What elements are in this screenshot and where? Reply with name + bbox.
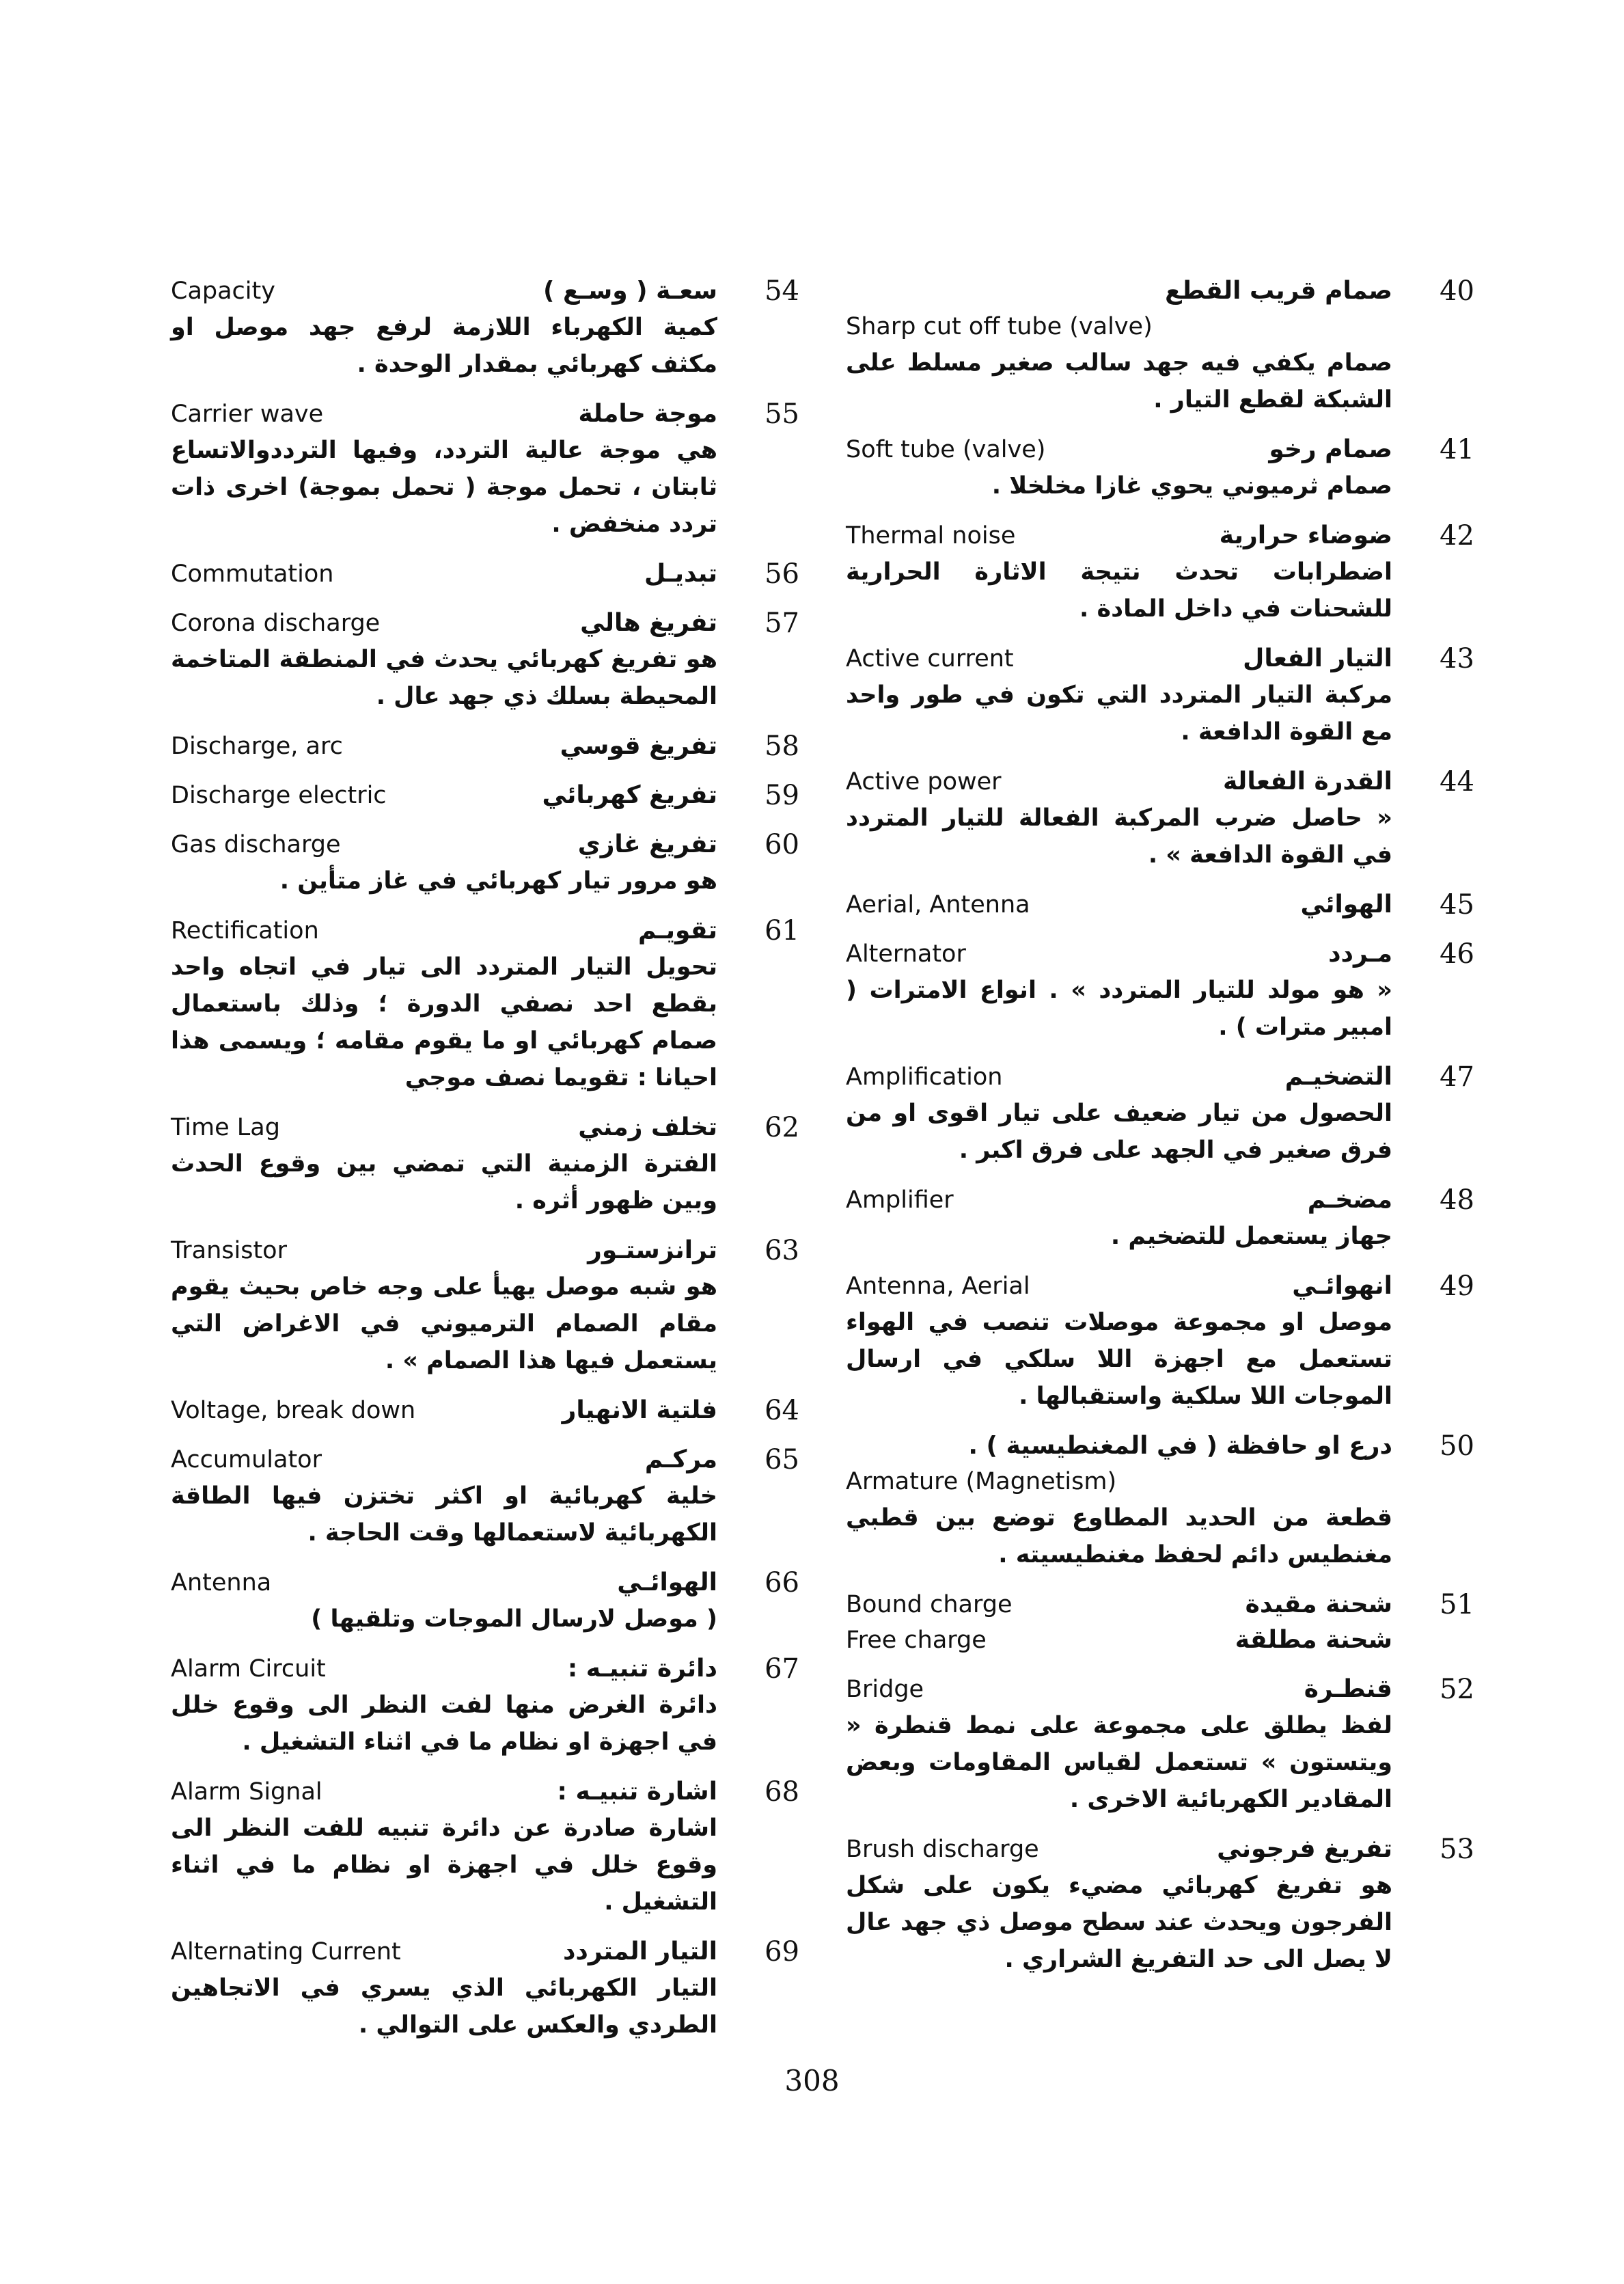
arabic-definition: الفترة الزمنية التي تمضي بين وقوع الحدث وبين ظهور أثره . [171,1150,717,1214]
entry-number: 45 [1440,889,1474,921]
dictionary-entry [846,1428,1474,1573]
english-term: Gas discharge [171,831,341,858]
entry-heading [171,729,717,764]
entry-heading [846,887,1392,923]
english-term: Soft tube (valve) [846,436,1046,463]
dictionary-entry [846,764,1474,873]
entry-number: 64 [765,1395,799,1426]
entry-number: 67 [765,1653,799,1685]
english-term: Bridge [846,1676,924,1703]
entry-number: 51 [1440,1589,1474,1620]
entry-heading [171,913,717,949]
entry-number: 63 [765,1235,799,1266]
entry-heading [171,1774,717,1810]
dictionary-entry [171,1934,799,2043]
arabic-definition: جهاز يستعمل للتضخيم . [1110,1223,1392,1250]
arabic-term: درع او حافظة ( في المغنطيسية ) . [968,1432,1392,1460]
entry-heading [171,827,717,862]
dictionary-entry [846,1059,1474,1169]
english-term: Transistor [171,1237,287,1264]
arabic-term: صمام رخو [1269,435,1392,463]
arabic-definition: ( موصل لارسال الموجات وتلقيها ) [311,1605,717,1633]
entry-heading [846,764,1392,800]
arabic-term: ضوضاء حرارية [1219,521,1392,549]
entry-number: 41 [1440,434,1474,465]
arabic-definition: مركبة التيار المتردد التي تكون في طور واحد مع القوة الدافعة . [846,681,1392,746]
entry-heading [846,518,1392,554]
arabic-term: مضخـم [1307,1186,1392,1214]
entry-number: 60 [765,829,799,860]
dictionary-entry [846,273,1474,418]
entry-number: 42 [1440,520,1474,552]
english-term: Active current [846,645,1014,672]
entry-heading [846,1672,1392,1707]
entry-number: 44 [1440,766,1474,798]
entry-heading [171,1233,717,1268]
entry-heading [846,1587,1392,1622]
arabic-definition: التيار الكهربائي الذي يسري في الاتجاهين الطردي والعكس على التوالي . [171,1974,717,2039]
arabic-definition: قطعة من الحديد المطاوع توضع بين قطبي مغنطيس دائم لحفظ مغنطيسيته . [846,1504,1392,1568]
english-term: Discharge electric [171,782,387,809]
arabic-term: تفريغ هالي [580,609,717,637]
dictionary-entry [846,1587,1474,1658]
arabic-definition: هو مرور تيار كهربائي في غاز متأين . [279,867,717,895]
entry-heading [846,1268,1392,1304]
dictionary-entry [846,1268,1474,1415]
entry-heading [171,556,717,592]
arabic-definition: موصل او مجموعة موصلات تنصب في الهواء تستعمل مع اجهزة اللا سلكي في ارسال الموجات اللا سلكية واستقبالها . [846,1309,1392,1410]
dictionary-entry [846,432,1474,504]
dictionary-entry [171,729,799,764]
arabic-term: تقويـم [637,916,717,944]
arabic-term: التيار الفعال [1243,644,1392,672]
arabic-term: ترانزستـور [588,1236,717,1264]
entry-number: 69 [765,1936,799,1968]
arabic-definition: اضطرابات تحدث نتيجة الاثارة الحرارية للشحنات في داخل المادة . [846,558,1392,623]
arabic-definition: « هو مولد للتيار المتردد » . انواع الامترات ( امبير مترات ) . [846,977,1392,1041]
arabic-term: التيار المتردد [562,1938,717,1966]
dictionary-entry [171,778,799,813]
english-term: Capacity [171,277,275,305]
entry-number: 62 [765,1112,799,1143]
arabic-term: تخلف زمني [578,1113,717,1141]
entry-heading [171,1393,717,1428]
english-term: Alternating Current [171,1938,401,1966]
arabic-definition: هو تفريغ كهربائي مضيء يكون على شكل الفرجون ويحدث عند سطح موصل ذي جهد عال لا يصل الى حد التفريغ الشراري . [846,1872,1392,1973]
entry-number: 52 [1440,1674,1474,1705]
dictionary-entry [171,827,799,899]
english-term: Rectification [171,917,319,944]
dictionary-entry [171,396,799,543]
arabic-definition: صمام يكفي فيه جهد سالب صغير مسلط على الشبكة لقطع التيار . [846,349,1392,413]
english-term: Corona discharge [171,610,381,637]
dictionary-entry [171,1233,799,1379]
arabic-term: فلتية الانهيار [562,1396,717,1424]
entry-number: 50 [1440,1430,1474,1462]
arabic-term: تفريغ كهربائي [542,781,717,809]
entry-number: 57 [765,608,799,639]
dictionary-entry [846,1832,1474,1978]
entry-number: 46 [1440,938,1474,970]
arabic-definition: هو شبه موصل يهيأ على وجه خاص بحيث يقوم مقام الصمام الترميوني في الاغراض التي يستعمل فيها هذا الصمام » . [171,1273,717,1374]
arabic-term: تفريغ غازي [577,830,717,858]
arabic-term: القدرة الفعالة [1222,767,1392,796]
arabic-term-secondary: شحنة مطلقة [1235,1626,1392,1654]
arabic-definition: « حاصل ضرب المركبة الفعالة للتيار المتردد في القوة الدافعة » . [846,804,1392,869]
english-term: Antenna, Aerial [846,1273,1030,1300]
arabic-term: سعـة ( وسـع ) [542,277,717,305]
entry-number: 55 [765,398,799,430]
arabic-term: الهوائي [1300,891,1392,919]
entry-heading [171,778,717,813]
english-term: Brush discharge [846,1836,1039,1863]
page-number: 308 [784,2064,840,2097]
entry-number: 66 [765,1567,799,1599]
entry-number: 53 [1440,1834,1474,1865]
arabic-term: تفريغ فرجوني [1217,1835,1392,1863]
arabic-definition: لفظ يطلق على مجموعة على نمط قنطرة « ويتستون » تستعمل لقياس المقاومات وبعض المقادير الكهربائية الاخرى . [846,1712,1392,1813]
dictionary-entry [171,273,799,383]
dictionary-entry [846,641,1474,750]
arabic-definition: دائرة الغرض منها لفت النظر الى وقوع خلل في اجهزة او نظام ما في اثناء التشغيل . [171,1691,717,1756]
english-term: Amplification [846,1063,1003,1091]
arabic-term: شحنة مقيدة [1245,1590,1392,1618]
arabic-term: صمام قريب القطع [1165,277,1392,305]
english-term: Carrier wave [171,400,324,428]
arabic-term: اشارة تنبيـه : [557,1778,717,1806]
arabic-definition: صمام ثرميوني يحوي غازا مخلخلا . [991,472,1392,500]
entry-heading [846,432,1392,467]
dictionary-entry [846,936,1474,1046]
entry-number: 59 [765,780,799,811]
english-term: Sharp cut off tube (valve) [846,313,1153,340]
arabic-definition: هو تفريغ كهربائي يحدث في المنطقة المتاخمة المحيطة بسلك ذي جهد عال . [171,646,717,710]
dictionary-entry [846,1182,1474,1255]
arabic-definition: اشارة صادرة عن دائرة تنبيه للفت النظر الى وقوع خلل في اجهزة او نظام ما في اثناء التشغيل . [171,1814,717,1916]
english-term: Aerial, Antenna [846,891,1030,919]
entry-number: 47 [1440,1061,1474,1093]
entry-heading [171,396,717,432]
entry-number: 49 [1440,1270,1474,1302]
dictionary-entry [846,1672,1474,1818]
dictionary-entry [171,1442,799,1551]
dictionary-entry [846,887,1474,923]
entry-heading [846,1059,1392,1095]
entry-heading [171,1651,717,1687]
dictionary-entry [171,1110,799,1219]
arabic-term: مـردد [1328,940,1392,968]
entry-heading [846,1832,1392,1867]
english-term: Alternator [846,940,966,968]
arabic-definition: كمية الكهرباء اللازمة لرفع جهد موصل او مكثف كهربائي بمقدار الوحدة . [171,314,717,378]
arabic-term: الهوائـي [617,1568,717,1596]
english-term: Time Lag [171,1114,280,1141]
english-term: Voltage, break down [171,1397,416,1424]
dictionary-entry [171,1774,799,1920]
entry-heading [171,1110,717,1145]
entry-number: 68 [765,1776,799,1808]
arabic-term: دائرة تنبيـه : [567,1655,717,1683]
entry-heading [846,1182,1392,1218]
arabic-definition: هي موجة عالية التردد، وفيها الترددوالاتساع ثابتان ، تحمل موجة ( تحمل بموجة) اخرى ذات تردد منخفض . [171,437,717,538]
entry-heading [171,606,717,641]
arabic-term: تبديـل [644,560,717,588]
entry-number: 48 [1440,1184,1474,1216]
arabic-definition: تحويل التيار المتردد الى تيار في اتجاه واحد بقطع احد نصفي الدورة ؛ وذلك باستعمال صمام كهربائي او ما يقوم مقامه ؛ ويسمى هذا احيانا : تقويما نصف موجي [171,953,717,1091]
english-term: Discharge, arc [171,733,343,760]
english-term: Thermal noise [846,522,1016,549]
entry-heading [171,273,717,309]
dictionary-entry [171,913,799,1096]
arabic-term: التضخيـم [1284,1063,1392,1091]
entry-heading [846,936,1392,972]
entry-heading-secondary [846,1622,1392,1658]
english-term-secondary: Free charge [846,1627,987,1654]
entry-heading [171,1934,717,1970]
entry-heading [171,1565,717,1601]
entry-number: 58 [765,731,799,762]
entry-number: 61 [765,915,799,947]
entry-number: 65 [765,1444,799,1476]
left-column [171,273,799,2057]
english-term: Accumulator [171,1446,322,1473]
entry-number: 43 [1440,643,1474,675]
entry-number: 56 [765,558,799,590]
english-term: Alarm Circuit [171,1655,326,1683]
entry-heading [846,641,1392,677]
dictionary-entry [171,1565,799,1637]
right-column [846,273,1474,1991]
entry-number: 40 [1440,275,1474,307]
english-term: Amplifier [846,1186,954,1214]
arabic-term: انهوائـي [1292,1272,1392,1300]
dictionary-entry [171,556,799,592]
english-term: Armature (Magnetism) [846,1468,1117,1495]
dictionary-entry [171,1651,799,1760]
dictionary-entry [846,518,1474,627]
arabic-term: تفريغ قوسي [560,732,717,760]
english-term: Bound charge [846,1591,1013,1618]
entry-number: 54 [765,275,799,307]
arabic-definition: خلية كهربائية او اكثر تختزن فيها الطاقة الكهربائية لاستعمالها وقت الحاجة . [171,1482,717,1547]
english-term: Antenna [171,1569,272,1596]
dictionary-entry [171,606,799,715]
english-term: Active power [846,768,1002,796]
arabic-term: قنطـرة [1304,1675,1392,1703]
dictionary-entry [171,1393,799,1428]
arabic-term: مركـم [644,1445,717,1473]
entry-heading [171,1442,717,1478]
arabic-definition: الحصول من تيار ضعيف على تيار اقوى او من فرق صغير في الجهد على فرق اكبر . [846,1100,1392,1164]
english-term: Commutation [171,560,334,588]
arabic-term: موجة حاملة [578,400,717,428]
english-term: Alarm Signal [171,1778,322,1806]
